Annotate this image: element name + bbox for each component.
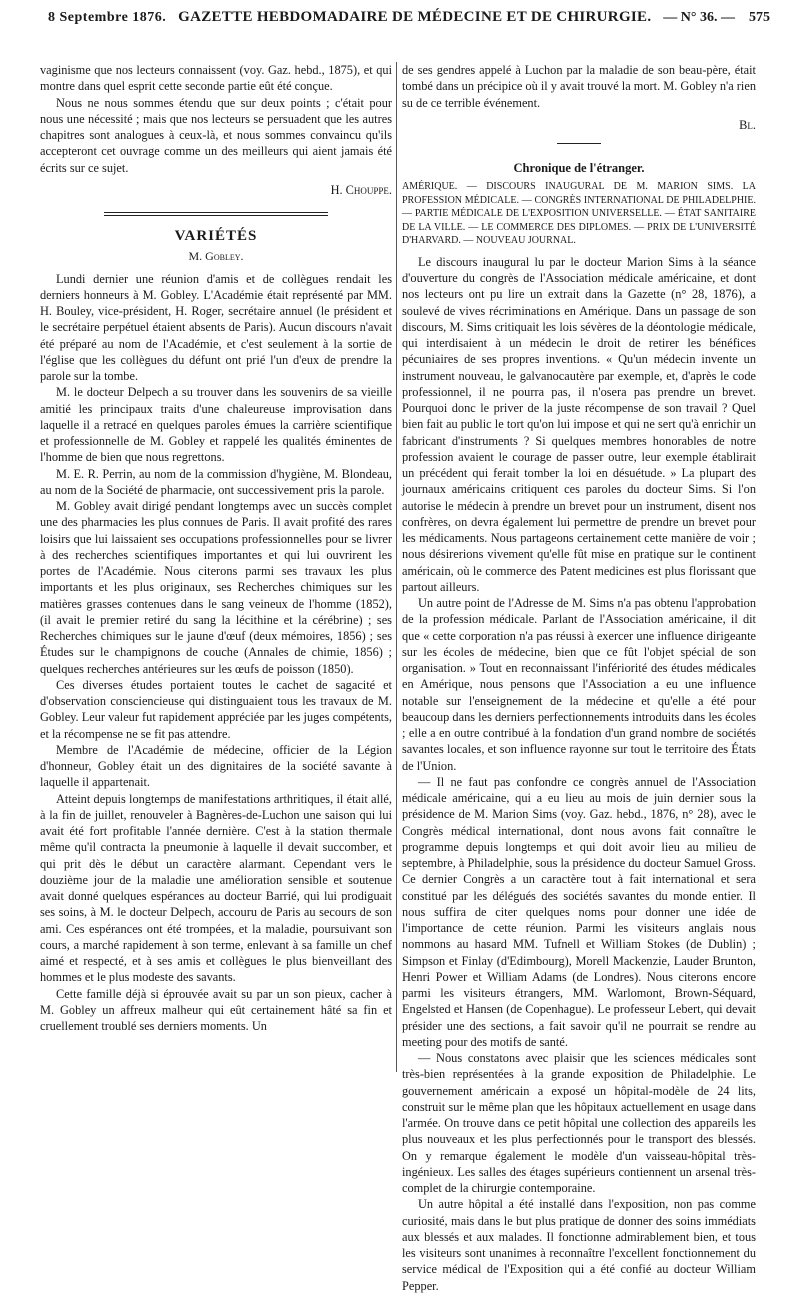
obituary-continuation: de ses gendres appelé à Luchon par la maladie de son beau-père, était tombé dans un précipice où il y avait trouvé la mort. M. Gobley n'a rien su de ce terrible événement. — [402, 63, 756, 110]
chronique-heading: Chronique de l'étranger. — [513, 161, 645, 175]
obituary-paragraph: M. le docteur Delpech a su trouver dans les souvenirs de sa vieille amitié les principaux traits d'une chaleureuse improvisation dans laquelle il a retracé en quelques paroles émues la carrière scientifique et professionnelle de M. Gobley et rappelé les qualités éminentes de l'homme de bien que nous regrettons. — [40, 385, 392, 465]
issue-date: 8 Septembre 1876. — [48, 10, 167, 25]
obituary-paragraph: Atteint depuis longtemps de manifestations arthritiques, il était allé, à la fin de juillet, renouveler à Bagnères-de-Luchon une saison qui lui avait été fort profitable l'année dernière. C'est à la station thermale même qu'il contracta la pneumonie à laquelle il devait succomber, et qui prit dès le début un caractère alarmant. Cependant vers le douzième jour de la maladie une amélioration sensible et soutenue avait donné quelques espérances au docteur Barrié, qui lui prodiguait ses soins, à M. le docteur Delpech, accouru de Paris au secours de son ami. Ces espérances ont été trompées, et la maladie, poursuivant son cours, a marché rapidement à son terme, enlevant à sa famille un chef aimé et respecté, et à ses amis et collègues le plus bienveillant des hommes et le plus modeste des savants. — [40, 791, 392, 985]
review-signature: H. Chouppe. — [330, 182, 392, 197]
chronique-paragraph: — Il ne faut pas confondre ce congrès annuel de l'Association médicale américaine, qui a eu lieu au mois de juin dernier sous la présidence de M. Marion Sims (voy. Gaz. hebd., 1876, n° 28), avec le Congrès médical international, dont nous avons fait connaître le programme depuis longtemps et qui doit avoir lieu au milieu de septembre, à Philadelphie, sous la présidence du docteur Samuel Gross. Ce dernier Congrès a un caractère tout à fait international et sera constitué par les délégués des sociétés savantes du monde entier. Il nous suffira de citer quelques noms pour donner une idée de l'importance de cette réunion. Parmi les visiteurs anglais nous nommons au hasard MM. Tufnell et William Stokes (de Dublin) ; Simpson et Finlay (d'Edimbourg), Morell Mackenzie, Lauder Brunton, Henri Power et William Adams (de Londres). Nous citerons encore parmi les visiteurs étrangers, MM. Warlomont, Brown-Séquard, Engelsted et Hansen (de Copenhague). Le professeur Lebert, qui devait présider une des sections, a fait savoir qu'il ne pourrait se rendre au meeting pour des motifs de santé. — [402, 774, 756, 1049]
chronique-paragraph: Le discours inaugural lu par le docteur Marion Sims à la séance d'ouverture du congrès de l'Association médicale américaine, et dont nos lecteurs ont pu lire un extrait dans la Gazette (n° 28, 1876), a soulevé de vives récriminations en Amérique. Dans un passage de son discours, M. Sims critiquait les lois sévères de la déontologie médicale, qui interdisaient à un médecin le droit de retirer les bénéfices pécuniaires de ses propres inventions. « Qu'un médecin invente un instrument nouveau, le galvanocautère par exemple, et, d'après le code professionnel, il ne pourra pas, il n'osera pas prendre un brevet. Pourquoi donc le priver de la juste récompense de son travail ? Quel bien fait au public le tort qu'on lui impose et qui ne sert qu'à enrichir un fabricant d'instruments ? Si quelques membres honorables de notre profession avaient le courage de passer outre, leur exemple établirait un précédent qui ferait tomber la loi en désuétude. » La plupart des journaux américains critiquent ces paroles du docteur Sims. Si l'on autorise le médecin à prendre un brevet pour un instrument, disent nos confrères, on devra également lui permettre de prendre un brevet pour les médicaments. Nous partageons certainement cette manière de voir ; nous désirerions vivement qu'elle fût mise en pratique sur le continent américain, où le commerce des Patent medicines est plus florissant que partout ailleurs. — [402, 254, 756, 594]
section-separator — [104, 212, 328, 213]
chronique-paragraph: — Nous constatons avec plaisir que les sciences médicales sont très-bien représentées à la grande exposition de Philadelphie. Le gouvernement américain a exposé un hôpital-modèle de 24 lits, construit sur le même plan que les hôpitaux actuellement en usage dans l'armée. On trouve dans ce petit hôpital une collection des appareils les plus nouveaux et les plus perfectionnés pour le transport des blessés. On y remarque également le modèle d'un vaisseau-hôpital très-ingénieux. Les salles des étages supérieurs contiennent un arsenal très-complet de la chirurgie contemporaine. — [402, 1051, 756, 1195]
obituary-signature: Bl. — [739, 117, 756, 132]
left-column — [40, 62, 392, 1034]
chronique-summary: AMÉRIQUE. — DISCOURS INAUGURAL DE M. MARION SIMS. LA PROFESSION MÉDICALE. — CONGRÈS INTERNATIONAL DE PHILADELPHIE. — PARTIE MÉDICALE DE L'EXPOSITION UNIVERSELLE. — ÉTAT SANITAIRE DE LA VILLE. — LE COMMERCE DES DIPLOMES. — PRIX DE L'UNIVERSITÉ D'HARVARD. — NOUVEAU JOURNAL. — [402, 181, 756, 247]
varietes-heading: VARIÉTÉS — [174, 228, 258, 244]
issue-number: — N° 36. — — [663, 10, 735, 25]
right-column — [402, 62, 756, 1294]
page-number: 575 — [748, 10, 770, 25]
section-separator-lower — [104, 215, 328, 216]
obituary-paragraph: Cette famille déjà si éprouvée avait su par un son pieux, cacher à M. Gobley un affreux malheur qui eût certainement hâté sa fin et cruellement troublé ses derniers moments. Un — [40, 986, 392, 1033]
obituary-subject: M. Gobley. — [188, 249, 244, 264]
review-conclusion: vaginisme que nos lecteurs connaissent (voy. Gaz. hebd., 1875), et qui montre dans quel esprit cette seconde partie eût été conçue. — [40, 63, 392, 94]
page-header — [48, 9, 770, 31]
obituary-paragraph: Lundi dernier une réunion d'amis et de collègues rendait les derniers honneurs à M. Gobley. L'Académie était représenté par MM. H. Bouley, vice-président, H. Roger, secrétaire annuel (le président et le secrétaire perpétuel étaient absents de Paris). Aucun discours n'avait été préparé au nom de l'Académie, et c'est seulement à la sortie de l'église que les collègues du défunt ont prié l'un d'eux de prendre la parole sur la tombe. — [40, 271, 392, 383]
journal-title: GAZETTE HEBDOMADAIRE DE MÉDECINE ET DE CHIRURGIE. — [178, 9, 652, 25]
chronique-paragraph: Un autre hôpital a été installé dans l'exposition, non pas comme curiosité, mais dans le but plus pratique de donner des soins immédiats aux blessés et aux malades. Il fonctionne admirablement bien, et tous les visiteurs sont unanimes à reconnaître l'excellent fonctionnement du service médical de l'Exposition qui a été confié au docteur William Pepper. — [402, 1197, 756, 1293]
obituary-paragraph: M. E. R. Perrin, au nom de la commission d'hygiène, M. Blondeau, au nom de la Société de pharmacie, ont successivement pris la parole. — [40, 466, 392, 497]
obituary-paragraph: Ces diverses études portaient toutes le cachet de sagacité et d'observation consciencieuse qui distinguaient tous les travaux de M. Gobley. Leur valeur fut rapidement appréciée par les juges compétents, et la récompense ne se fit pas attendre. — [40, 677, 392, 741]
header-right — [663, 10, 770, 26]
review-paragraph: Nous ne nous sommes étendu que sur deux points ; c'était pour nous une nécessité ; mais que nos lecteurs se persuadent que les autres chapitres sont analogues à ceux-là, et nous sommes convaincu qu'ils accepteront cet ouvrage comme un des meilleurs qui aient jamais été écrits sur ce sujet. — [40, 95, 392, 175]
obituary-paragraph: Membre de l'Académie de médecine, officier de la Légion d'honneur, Gobley était un des dignitaires de la société savante à laquelle il appartenait. — [40, 742, 392, 790]
obituary-paragraph: M. Gobley avait dirigé pendant longtemps avec un succès complet une des pharmacies les plus connues de Paris. Il avait profité des rares loisirs que lui laissaient ses occupations professionnelles pour se livrer à des recherches scientifiques importantes et qui lui ouvrirent les portes de l'Académie. Nous citerons parmi ses travaux les plus importants et les plus originaux, ses Recherches chimiques sur les matières grasses contenues dans le sang veineux de l'homme (1852), (il avait le premier retiré du sang la lécithine et la cérébrine) ; ses Recherches chimiques sur le jaune d'œuf (deux mémoires, 1856) ; ses Études sur le champignons de couche (Annales de chimie, 1856) ; quelques recherches antérieures sur les œufs de poisson (1850). — [40, 499, 392, 676]
column-divider — [396, 62, 397, 1072]
chronique-paragraph: Un autre point de l'Adresse de M. Sims n'a pas obtenu l'approbation de la profession médicale. Parlant de l'Association américaine, il dit que « cette corporation n'a pas réussi à exercer une influence dirigeante sur les écoles de médecine, bien que ce fût l'objet spécial de son organisation. » Tout en reconnaissant l'infériorité des études médicales en Amérique, nous pensons que l'Association a eu une influence notable sur l'enseignement de la médecine et qu'elle a été pour beaucoup dans les derniers perfectionnements introduits dans les écoles ; elle a en outre contribué à la fondation d'un grand nombre de sociétés savantes locales, et son influence rayonne sur tout le territoire des États de l'Union. — [402, 596, 756, 773]
short-rule — [557, 143, 601, 144]
